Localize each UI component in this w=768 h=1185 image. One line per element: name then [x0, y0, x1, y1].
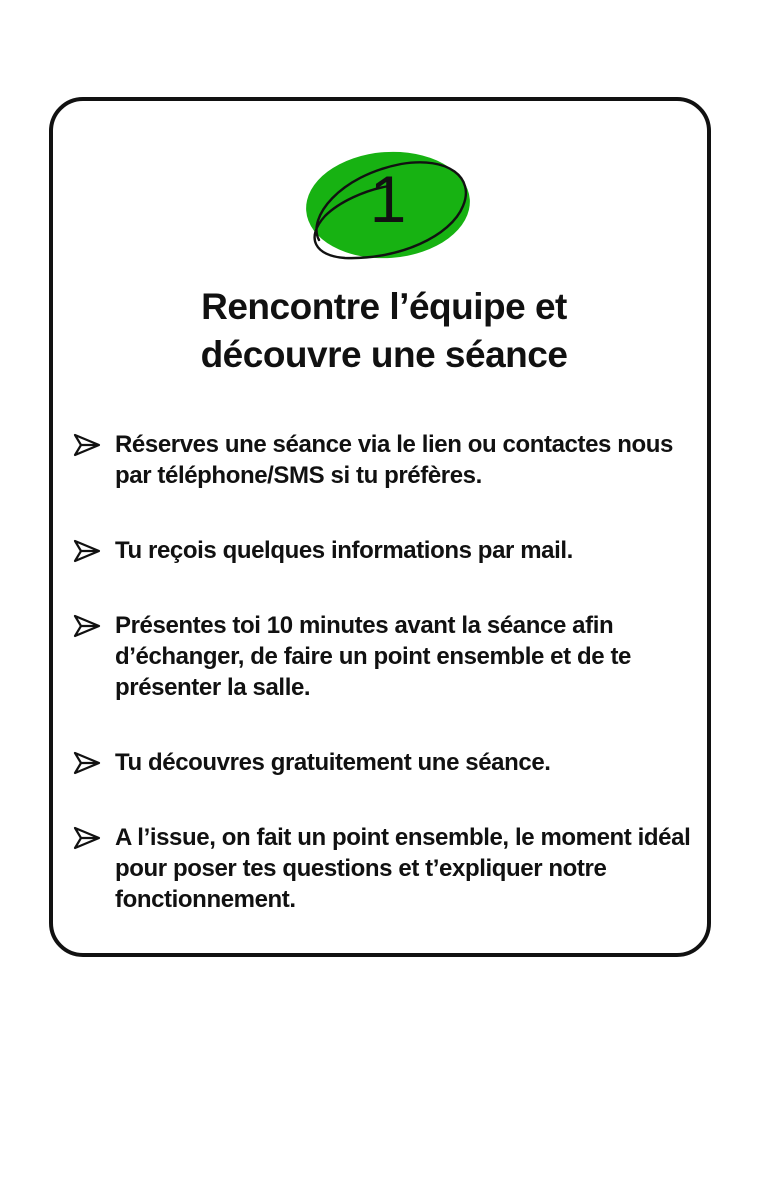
step-card — [49, 97, 711, 957]
list-item — [71, 429, 703, 491]
send-arrow-icon — [73, 538, 101, 564]
step-number-badge — [303, 148, 473, 268]
step-number: 1 — [369, 162, 407, 236]
send-arrow-icon — [73, 613, 101, 639]
step-text: A l’issue, on fait un point ensemble, le moment idéal pour poser tes questions et t’expliquer notre fonctionnement. — [115, 824, 691, 913]
send-arrow-icon — [73, 432, 101, 458]
steps-list — [71, 429, 703, 959]
step-text: Tu découvres gratuitement une séance. — [115, 749, 551, 776]
list-item — [71, 535, 703, 566]
send-arrow-icon — [73, 825, 101, 851]
list-item — [71, 822, 703, 915]
list-item — [71, 747, 703, 778]
step-text: Réserves une séance via le lien ou contactes nous par téléphone/SMS si tu préfères. — [115, 431, 673, 489]
send-arrow-icon — [73, 750, 101, 776]
card-title-line-2: découvre une séance — [200, 334, 568, 375]
step-text: Présentes toi 10 minutes avant la séance afin d’échanger, de faire un point ensemble et de te présenter la salle. — [115, 612, 631, 701]
card-title-line-1: Rencontre l’équipe et — [201, 286, 567, 327]
card-title — [73, 283, 695, 379]
list-item — [71, 610, 703, 703]
step-text: Tu reçois quelques informations par mail. — [115, 537, 573, 564]
